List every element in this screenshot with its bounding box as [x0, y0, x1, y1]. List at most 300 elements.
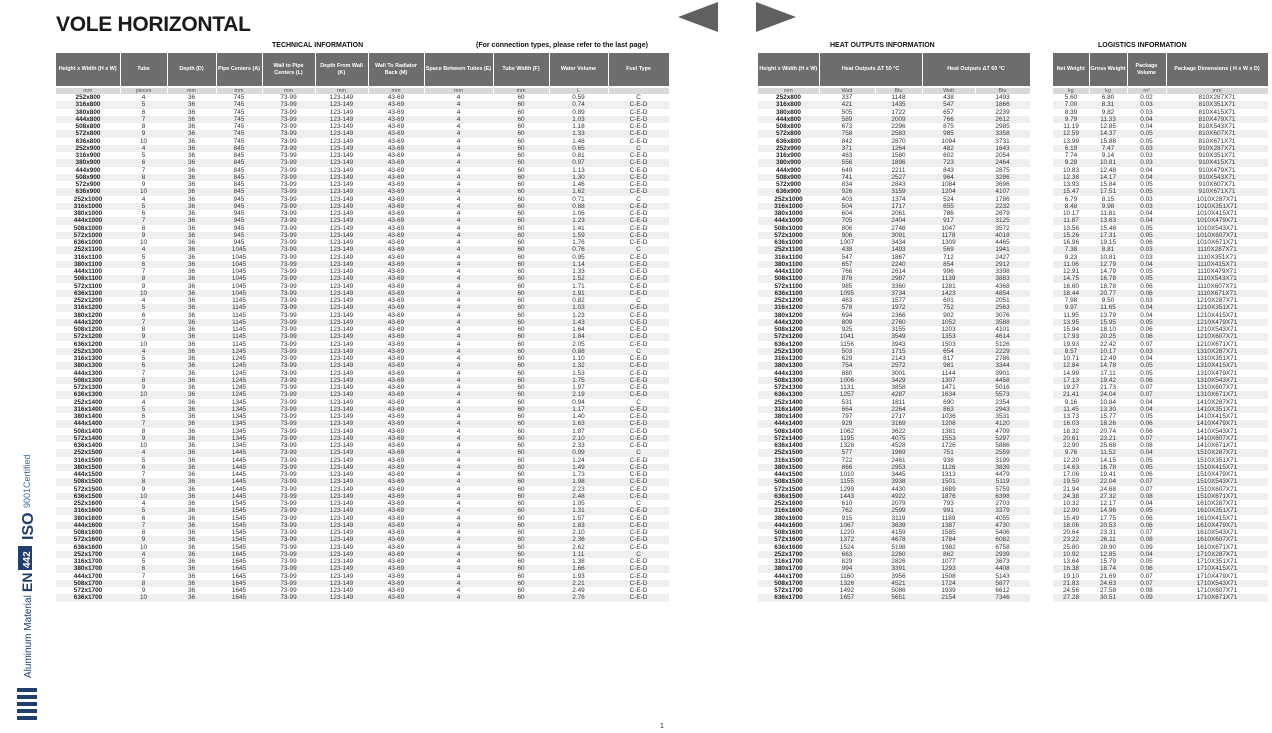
table-cell: C-E-D: [608, 377, 669, 384]
table-cell: 60: [517, 514, 525, 522]
table-cell: 4: [424, 304, 493, 311]
table-cell: 1715: [875, 348, 922, 355]
table-cell: 60: [493, 275, 549, 282]
table-cell: 1510X351X71: [1196, 456, 1238, 464]
table-cell: 0.02: [1140, 94, 1153, 101]
table-row: [1053, 580, 1268, 587]
table-row: [56, 399, 669, 406]
table-cell: 1145: [216, 304, 262, 311]
table-cell: 1036: [941, 413, 956, 420]
table-cell: 1.23: [572, 311, 585, 319]
table-row: [56, 362, 669, 369]
table-cell: 4018: [975, 232, 1030, 239]
table-cell: 1.24: [572, 456, 585, 464]
table-cell: 9.23: [1064, 253, 1078, 261]
table-cell: 4: [141, 297, 146, 304]
table-cell: 1195: [819, 435, 875, 442]
table-cell: C-E-D: [629, 442, 648, 449]
table-cell: 20.53: [1089, 522, 1127, 529]
table-cell: 4055: [995, 514, 1010, 522]
radiator-icon: [17, 688, 37, 720]
table-row: [758, 515, 1030, 522]
table-cell: 1.76: [572, 239, 585, 246]
table-row: [1053, 290, 1268, 297]
table-cell: 572x1200: [758, 333, 819, 340]
table-cell: 123-149: [315, 217, 368, 224]
table-cell: 60: [517, 572, 525, 580]
table-cell: 0.05: [1140, 413, 1153, 420]
logistics-table: [1053, 53, 1269, 602]
table-cell: 60: [493, 145, 549, 152]
table-cell: 73-99: [280, 442, 297, 449]
table-cell: 444x1400: [758, 420, 819, 427]
table-cell: 60: [517, 297, 525, 304]
table-cell: 444x1100: [774, 268, 803, 275]
table-cell: 5: [120, 101, 167, 108]
table-cell: 1876: [922, 493, 975, 500]
table-row: [56, 515, 669, 522]
table-cell: 4: [456, 311, 461, 319]
table-cell: 43-69: [368, 333, 424, 340]
table-cell: 316x1300: [774, 355, 803, 362]
table-cell: 1310X287X71: [1166, 348, 1268, 355]
table-cell: 36: [187, 456, 196, 464]
table-row: [56, 377, 669, 384]
table-row: [758, 377, 1030, 384]
table-cell: 0.05: [1127, 130, 1166, 137]
table-cell: 3531: [995, 413, 1010, 420]
table-cell: 503: [819, 348, 875, 355]
table-cell: 1210X607X71: [1166, 333, 1268, 340]
table-cell: 845: [233, 166, 245, 174]
table-cell: 43-69: [368, 159, 424, 166]
table-cell: 43-69: [387, 427, 405, 435]
table-cell: 5877: [975, 580, 1030, 587]
table-cell: 9.16: [1064, 398, 1078, 406]
table-cell: 380x1600: [774, 514, 803, 522]
table-cell: 1969: [875, 449, 922, 456]
table-row: [1053, 167, 1268, 174]
table-cell: 73-99: [262, 304, 315, 311]
table-cell: 0.06: [1127, 377, 1166, 384]
table-cell: 73-99: [262, 377, 315, 384]
table-cell: 123-149: [315, 333, 368, 340]
table-row: [758, 116, 1030, 123]
table-cell: 4: [424, 101, 493, 108]
table-cell: 9: [141, 485, 146, 493]
table-cell: 73-99: [280, 413, 297, 420]
table-row: [758, 457, 1030, 464]
table-cell: 925: [841, 326, 853, 333]
table-cell: 252x900: [758, 145, 819, 152]
next-page-arrow-icon[interactable]: [756, 2, 796, 32]
table-cell: 252x1400: [774, 398, 803, 406]
table-cell: 3344: [975, 362, 1030, 369]
table-row: [1053, 217, 1268, 224]
table-row: [758, 109, 1030, 116]
table-cell: 6: [120, 362, 167, 369]
table-cell: 123-149: [329, 456, 354, 464]
table-cell: 5: [141, 152, 146, 159]
table-cell: C-E-D: [608, 130, 669, 137]
table-row: [1053, 152, 1268, 159]
table-cell: 6: [141, 413, 146, 420]
table-cell: 4: [456, 108, 461, 116]
table-cell: 1.97: [572, 384, 585, 391]
table-cell: 602: [943, 152, 954, 159]
table-row: [1053, 573, 1268, 580]
table-cell: 14.17: [1089, 174, 1127, 181]
table-cell: 636x1100: [56, 290, 120, 297]
table-cell: 36: [167, 551, 216, 558]
table-cell: 36: [187, 558, 196, 565]
table-cell: 60: [493, 246, 549, 253]
table-cell: 1345: [216, 406, 262, 413]
table-cell: 1310X671X71: [1166, 391, 1268, 398]
table-cell: 43-69: [368, 565, 424, 572]
table-cell: 123-149: [315, 435, 368, 442]
table-cell: 16.38: [1053, 565, 1089, 572]
table-cell: 2154: [922, 594, 975, 601]
table-cell: 1210X671X71: [1196, 340, 1238, 348]
table-cell: 1010X543X71: [1196, 224, 1238, 232]
table-cell: 793: [943, 500, 954, 507]
table-cell: 4101: [995, 326, 1010, 333]
table-cell: 1580: [891, 152, 906, 159]
table-cell: 43-69: [387, 355, 405, 362]
table-cell: 60: [493, 478, 549, 485]
table-cell: C: [636, 500, 641, 507]
table-cell: 0.04: [1127, 304, 1166, 311]
table-cell: 15.77: [1100, 413, 1116, 420]
table-cell: 3391: [875, 565, 922, 572]
table-cell: 1045: [216, 261, 262, 268]
table-cell: 444x1300: [73, 369, 103, 377]
table-cell: 438: [819, 246, 875, 253]
table-cell: 60: [517, 456, 525, 464]
table-row: [56, 94, 669, 101]
table-cell: 4: [456, 558, 461, 565]
table-cell: 444x1600: [56, 522, 120, 529]
table-cell: 60: [517, 166, 525, 174]
table-row: [56, 254, 669, 261]
table-cell: 123-149: [315, 174, 368, 181]
table-cell: 17.11: [1100, 369, 1116, 377]
table-cell: 694: [841, 311, 853, 319]
table-cell: 910X415X71: [1166, 159, 1268, 166]
table-cell: C: [608, 246, 669, 253]
table-cell: 1007: [839, 239, 855, 246]
table-cell: 4368: [995, 282, 1010, 290]
table-cell: 508x1100: [758, 275, 819, 282]
table-cell: 36: [187, 500, 196, 507]
table-cell: 843: [943, 166, 954, 174]
table-cell: 316x800: [758, 101, 819, 108]
table-cell: 0.88: [549, 203, 608, 210]
table-cell: 4: [424, 246, 493, 253]
table-row: [1053, 355, 1268, 362]
table-cell: 43-69: [368, 232, 424, 239]
table-cell: 810X607X71: [1166, 130, 1268, 137]
table-cell: 1220: [839, 529, 855, 536]
table-cell: 985: [841, 282, 853, 290]
table-cell: 1445: [216, 464, 262, 471]
table-cell: 73-99: [262, 188, 315, 195]
heat-header: Heat Outputs ΔT 60 °C: [922, 53, 1030, 86]
table-cell: 10: [120, 594, 167, 601]
table-cell: 945: [216, 203, 262, 210]
table-cell: 1310X543X71: [1166, 377, 1268, 384]
table-cell: 7.47: [1089, 145, 1127, 152]
logistics-unit: kg: [1089, 88, 1127, 94]
table-cell: 910X543X71: [1166, 174, 1268, 181]
table-row: [758, 348, 1030, 355]
table-cell: 3001: [891, 369, 906, 377]
table-cell: 11.45: [1053, 406, 1089, 413]
tech-header: Wall to Pipe Centers (L): [262, 53, 315, 86]
table-cell: 123-149: [329, 297, 354, 304]
table-cell: C-E-D: [608, 203, 669, 210]
table-cell: 18.10: [1100, 326, 1116, 333]
table-cell: 123-149: [329, 514, 354, 522]
table-cell: 15.47: [1053, 188, 1089, 195]
table-cell: 43-69: [387, 137, 405, 145]
table-cell: 9.14: [1101, 152, 1115, 159]
table-cell: 25.80: [1063, 543, 1079, 551]
table-cell: 1.41: [572, 224, 585, 232]
table-cell: 252x1100: [758, 246, 819, 253]
table-cell: 1345: [231, 398, 247, 406]
table-cell: 73-99: [280, 195, 297, 203]
table-cell: 2760: [875, 319, 922, 326]
table-cell: 508x1700: [56, 580, 120, 587]
table-cell: 43-69: [368, 290, 424, 297]
table-cell: 36: [167, 464, 216, 471]
table-cell: 8.15: [1101, 195, 1115, 203]
table-cell: 866: [819, 464, 875, 471]
table-cell: 60: [517, 268, 525, 275]
table-cell: 14.99: [1063, 369, 1079, 377]
table-cell: 1189: [941, 514, 956, 522]
table-cell: 123-149: [315, 580, 368, 587]
table-cell: 636x1400: [774, 442, 803, 449]
table-cell: 1717: [875, 203, 922, 210]
table-row: [1053, 232, 1268, 239]
table-row: [1053, 304, 1268, 311]
table-cell: 43-69: [368, 116, 424, 123]
table-cell: 36: [167, 435, 216, 442]
table-cell: 636x1500: [56, 493, 120, 500]
table-cell: 663: [819, 551, 875, 558]
table-row: [56, 297, 669, 304]
table-cell: 1410X479X71: [1166, 420, 1268, 427]
table-cell: 252x900: [56, 145, 120, 152]
table-cell: 9.76: [1053, 449, 1089, 456]
table-row: [56, 196, 669, 203]
table-cell: 123-149: [315, 159, 368, 166]
table-cell: 18.06: [1053, 522, 1089, 529]
table-cell: 36: [187, 514, 196, 522]
table-cell: C-E-D: [608, 493, 669, 500]
table-cell: 1553: [922, 435, 975, 442]
table-cell: 43-69: [387, 369, 405, 377]
table-cell: 36: [167, 261, 216, 268]
table-cell: 10: [139, 543, 148, 551]
table-row: [1053, 413, 1268, 420]
table-cell: 36: [167, 377, 216, 384]
table-cell: 834: [841, 181, 853, 188]
table-row: [56, 370, 669, 377]
table-row: [1053, 449, 1268, 456]
table-cell: 43-69: [368, 594, 424, 601]
table-cell: 508x1100: [56, 275, 120, 282]
table-cell: 1245: [216, 391, 262, 398]
table-row: [56, 268, 669, 275]
table-cell: 1110X351X71: [1197, 253, 1237, 261]
table-cell: 11.81: [1100, 210, 1116, 217]
table-cell: 1210X287X71: [1196, 297, 1238, 304]
table-cell: 4: [424, 449, 493, 456]
table-cell: 73-99: [262, 145, 315, 152]
table-cell: 1657: [819, 594, 875, 601]
previous-page-arrow-icon[interactable]: [678, 2, 718, 32]
table-cell: 636x800: [75, 137, 101, 145]
table-cell: 8: [141, 326, 146, 333]
table-cell: 945: [233, 224, 245, 232]
table-cell: 1445: [216, 478, 262, 485]
table-cell: 0.59: [572, 94, 585, 101]
table-cell: 8: [120, 275, 167, 282]
table-cell: 4: [424, 348, 493, 355]
table-cell: 27.32: [1089, 493, 1127, 500]
table-cell: 60: [493, 464, 549, 471]
table-row: [56, 471, 669, 478]
table-cell: 4: [424, 522, 493, 529]
table-cell: 123-149: [315, 406, 368, 413]
table-cell: 36: [187, 369, 196, 377]
table-cell: 73-99: [262, 551, 315, 558]
table-cell: 60: [493, 348, 549, 355]
table-cell: 73-99: [280, 108, 297, 116]
table-cell: 10.32: [1063, 500, 1079, 507]
table-cell: C-E-D: [608, 159, 669, 166]
table-cell: 4: [424, 145, 493, 152]
table-cell: 17.75: [1100, 514, 1116, 522]
table-cell: 444x1200: [56, 319, 120, 326]
table-cell: 60: [493, 420, 549, 427]
table-row: [758, 558, 1030, 565]
table-cell: 123-149: [329, 529, 354, 536]
table-row: [56, 391, 669, 398]
table-cell: 36: [187, 442, 196, 449]
table-cell: 4854: [975, 290, 1030, 297]
table-cell: 43-69: [387, 195, 405, 203]
table-cell: 43-69: [368, 464, 424, 471]
table-cell: 18.78: [1100, 282, 1116, 290]
table-cell: C-E-D: [608, 406, 669, 413]
table-cell: 657: [943, 108, 954, 116]
table-cell: 9: [120, 435, 167, 442]
table-cell: 1010X671X71: [1196, 239, 1238, 246]
table-cell: 43-69: [387, 311, 405, 319]
table-cell: 36: [167, 304, 216, 311]
table-cell: 1645: [231, 587, 247, 594]
table-cell: 8: [120, 377, 167, 384]
table-cell: 2211: [891, 166, 906, 174]
table-cell: 673: [841, 123, 853, 130]
table-cell: 1094: [941, 137, 956, 145]
table-cell: 1.53: [572, 369, 585, 377]
tech-header: Depth (D): [167, 53, 216, 86]
table-cell: 2.48: [549, 493, 608, 500]
table-cell: 572x800: [758, 130, 819, 137]
table-cell: 2679: [995, 210, 1010, 217]
table-row: [758, 290, 1030, 297]
table-cell: 508x1400: [73, 427, 103, 435]
table-cell: 380x800: [75, 108, 101, 116]
table-cell: 1.13: [572, 166, 585, 174]
table-cell: 43-69: [368, 449, 424, 456]
table-cell: 1139: [922, 275, 975, 282]
table-cell: 18.74: [1089, 565, 1127, 572]
table-cell: 547: [922, 101, 975, 108]
table-cell: 10.81: [1089, 159, 1127, 166]
table-row: [758, 333, 1030, 340]
table-cell: 7: [141, 471, 146, 478]
table-row: [758, 536, 1030, 543]
table-cell: 6.19: [1053, 145, 1089, 152]
table-cell: 1.31: [549, 507, 608, 514]
table-cell: 252x1200: [73, 297, 103, 304]
table-cell: 43-69: [368, 406, 424, 413]
table-cell: 0.94: [572, 398, 585, 406]
tech-unit: mm: [262, 88, 315, 94]
table-cell: 9.28: [1053, 159, 1089, 166]
table-row: [56, 594, 669, 601]
table-cell: 444x1100: [73, 268, 103, 275]
table-cell: 0.04: [1127, 261, 1166, 268]
table-cell: 73-99: [262, 507, 315, 514]
table-cell: 60: [493, 101, 549, 108]
table-row: [1053, 362, 1268, 369]
table-cell: 1510X415X71: [1166, 464, 1268, 471]
table-cell: 1.49: [549, 464, 608, 471]
table-cell: 0.05: [1127, 232, 1166, 239]
table-cell: 1493: [875, 246, 922, 253]
table-cell: 73-99: [280, 282, 297, 290]
table-cell: 0.05: [1127, 464, 1166, 471]
table-cell: 4: [424, 217, 493, 224]
table-cell: 12.79: [1089, 261, 1127, 268]
table-cell: 1510X607X71: [1196, 485, 1238, 493]
table-cell: 123-149: [329, 94, 354, 101]
table-cell: 1353: [922, 333, 975, 340]
table-cell: 863: [922, 406, 975, 413]
table-cell: 17.93: [1053, 333, 1089, 340]
table-cell: 4: [456, 166, 461, 174]
table-cell: 854: [922, 261, 975, 268]
heat-unit: Watt: [819, 88, 875, 94]
table-row: [1053, 486, 1268, 493]
table-row: [56, 275, 669, 282]
table-cell: 589: [819, 116, 875, 123]
table-cell: 1110X607X71: [1197, 282, 1237, 290]
table-cell: 73-99: [262, 101, 315, 108]
table-cell: 636x1100: [758, 290, 819, 297]
table-cell: 43-69: [387, 152, 405, 159]
table-cell: 2.62: [572, 543, 585, 551]
table-cell: 73-99: [262, 391, 315, 398]
